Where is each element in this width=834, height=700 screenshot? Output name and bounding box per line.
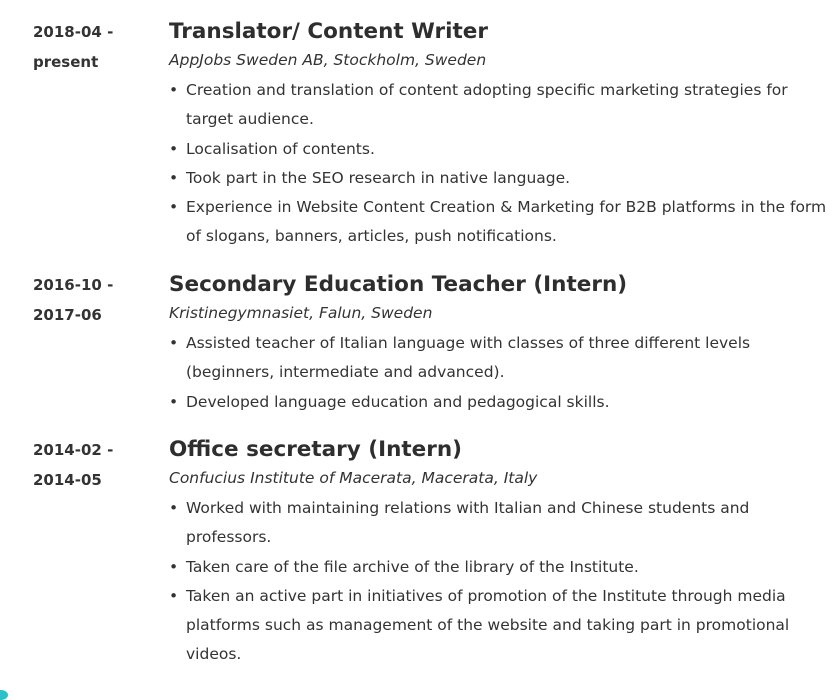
list-item: • Localisation of contents. xyxy=(169,135,829,164)
date-end: present xyxy=(33,53,99,71)
date-start: 2018-04 - xyxy=(33,23,114,41)
bullet-icon: • xyxy=(169,586,179,605)
bullet-icon: • xyxy=(169,198,179,217)
job-title: Office secretary (Intern) xyxy=(169,437,462,462)
entry-date xyxy=(33,270,153,330)
entry-date xyxy=(33,17,153,77)
list-item: • Creation and translation of content adopting specific marketing strategies for target audience. xyxy=(169,76,829,135)
list-item: • Worked with maintaining relations with Italian and Chinese students and professors. xyxy=(169,494,829,553)
bullet-icon: • xyxy=(169,168,179,187)
bullet-icon: • xyxy=(169,392,179,411)
job-title: Translator/ Content Writer xyxy=(169,19,488,44)
entry-content xyxy=(169,434,829,670)
job-title: Secondary Education Teacher (Intern) xyxy=(169,272,628,297)
bullet-icon: • xyxy=(169,499,179,517)
bullet-icon: • xyxy=(169,557,179,576)
company-name: Kristinegymnasiet, Falun, Sweden xyxy=(169,304,433,322)
list-item: • Experience in Website Content Creation & Marketing for B2B platforms in the form of slogans, banners, articles, push notifications. xyxy=(169,193,829,252)
entry-date xyxy=(33,435,153,495)
bullet-icon: • xyxy=(169,139,179,158)
list-item: • Developed language education and pedagogical skills. xyxy=(169,388,829,417)
corner-accent-decoration xyxy=(0,690,8,700)
entry-content xyxy=(169,16,829,252)
company-name: Confucius Institute of Macerata, Macerata, Italy xyxy=(169,469,538,487)
responsibility-list xyxy=(169,76,829,252)
company-name: AppJobs Sweden AB, Stockholm, Sweden xyxy=(169,51,487,69)
list-item: • Assisted teacher of Italian language with classes of three different levels (beginners, intermediate and advanced). xyxy=(169,329,829,388)
date-start: 2016-10 - xyxy=(33,276,114,294)
date-end: 2014-05 xyxy=(33,471,102,489)
bullet-icon: • xyxy=(169,334,179,352)
list-item: • Took part in the SEO research in native language. xyxy=(169,164,829,193)
bullet-icon: • xyxy=(169,81,179,99)
responsibility-list xyxy=(169,494,829,670)
entry-content xyxy=(169,269,829,417)
responsibility-list xyxy=(169,329,829,417)
list-item: • Taken an active part in initiatives of promotion of the Institute through media platforms such as management of the website and taking part in promotional videos. xyxy=(169,582,829,670)
list-item: • Taken care of the file archive of the library of the Institute. xyxy=(169,553,829,582)
date-end: 2017-06 xyxy=(33,306,102,324)
date-start: 2014-02 - xyxy=(33,441,114,459)
